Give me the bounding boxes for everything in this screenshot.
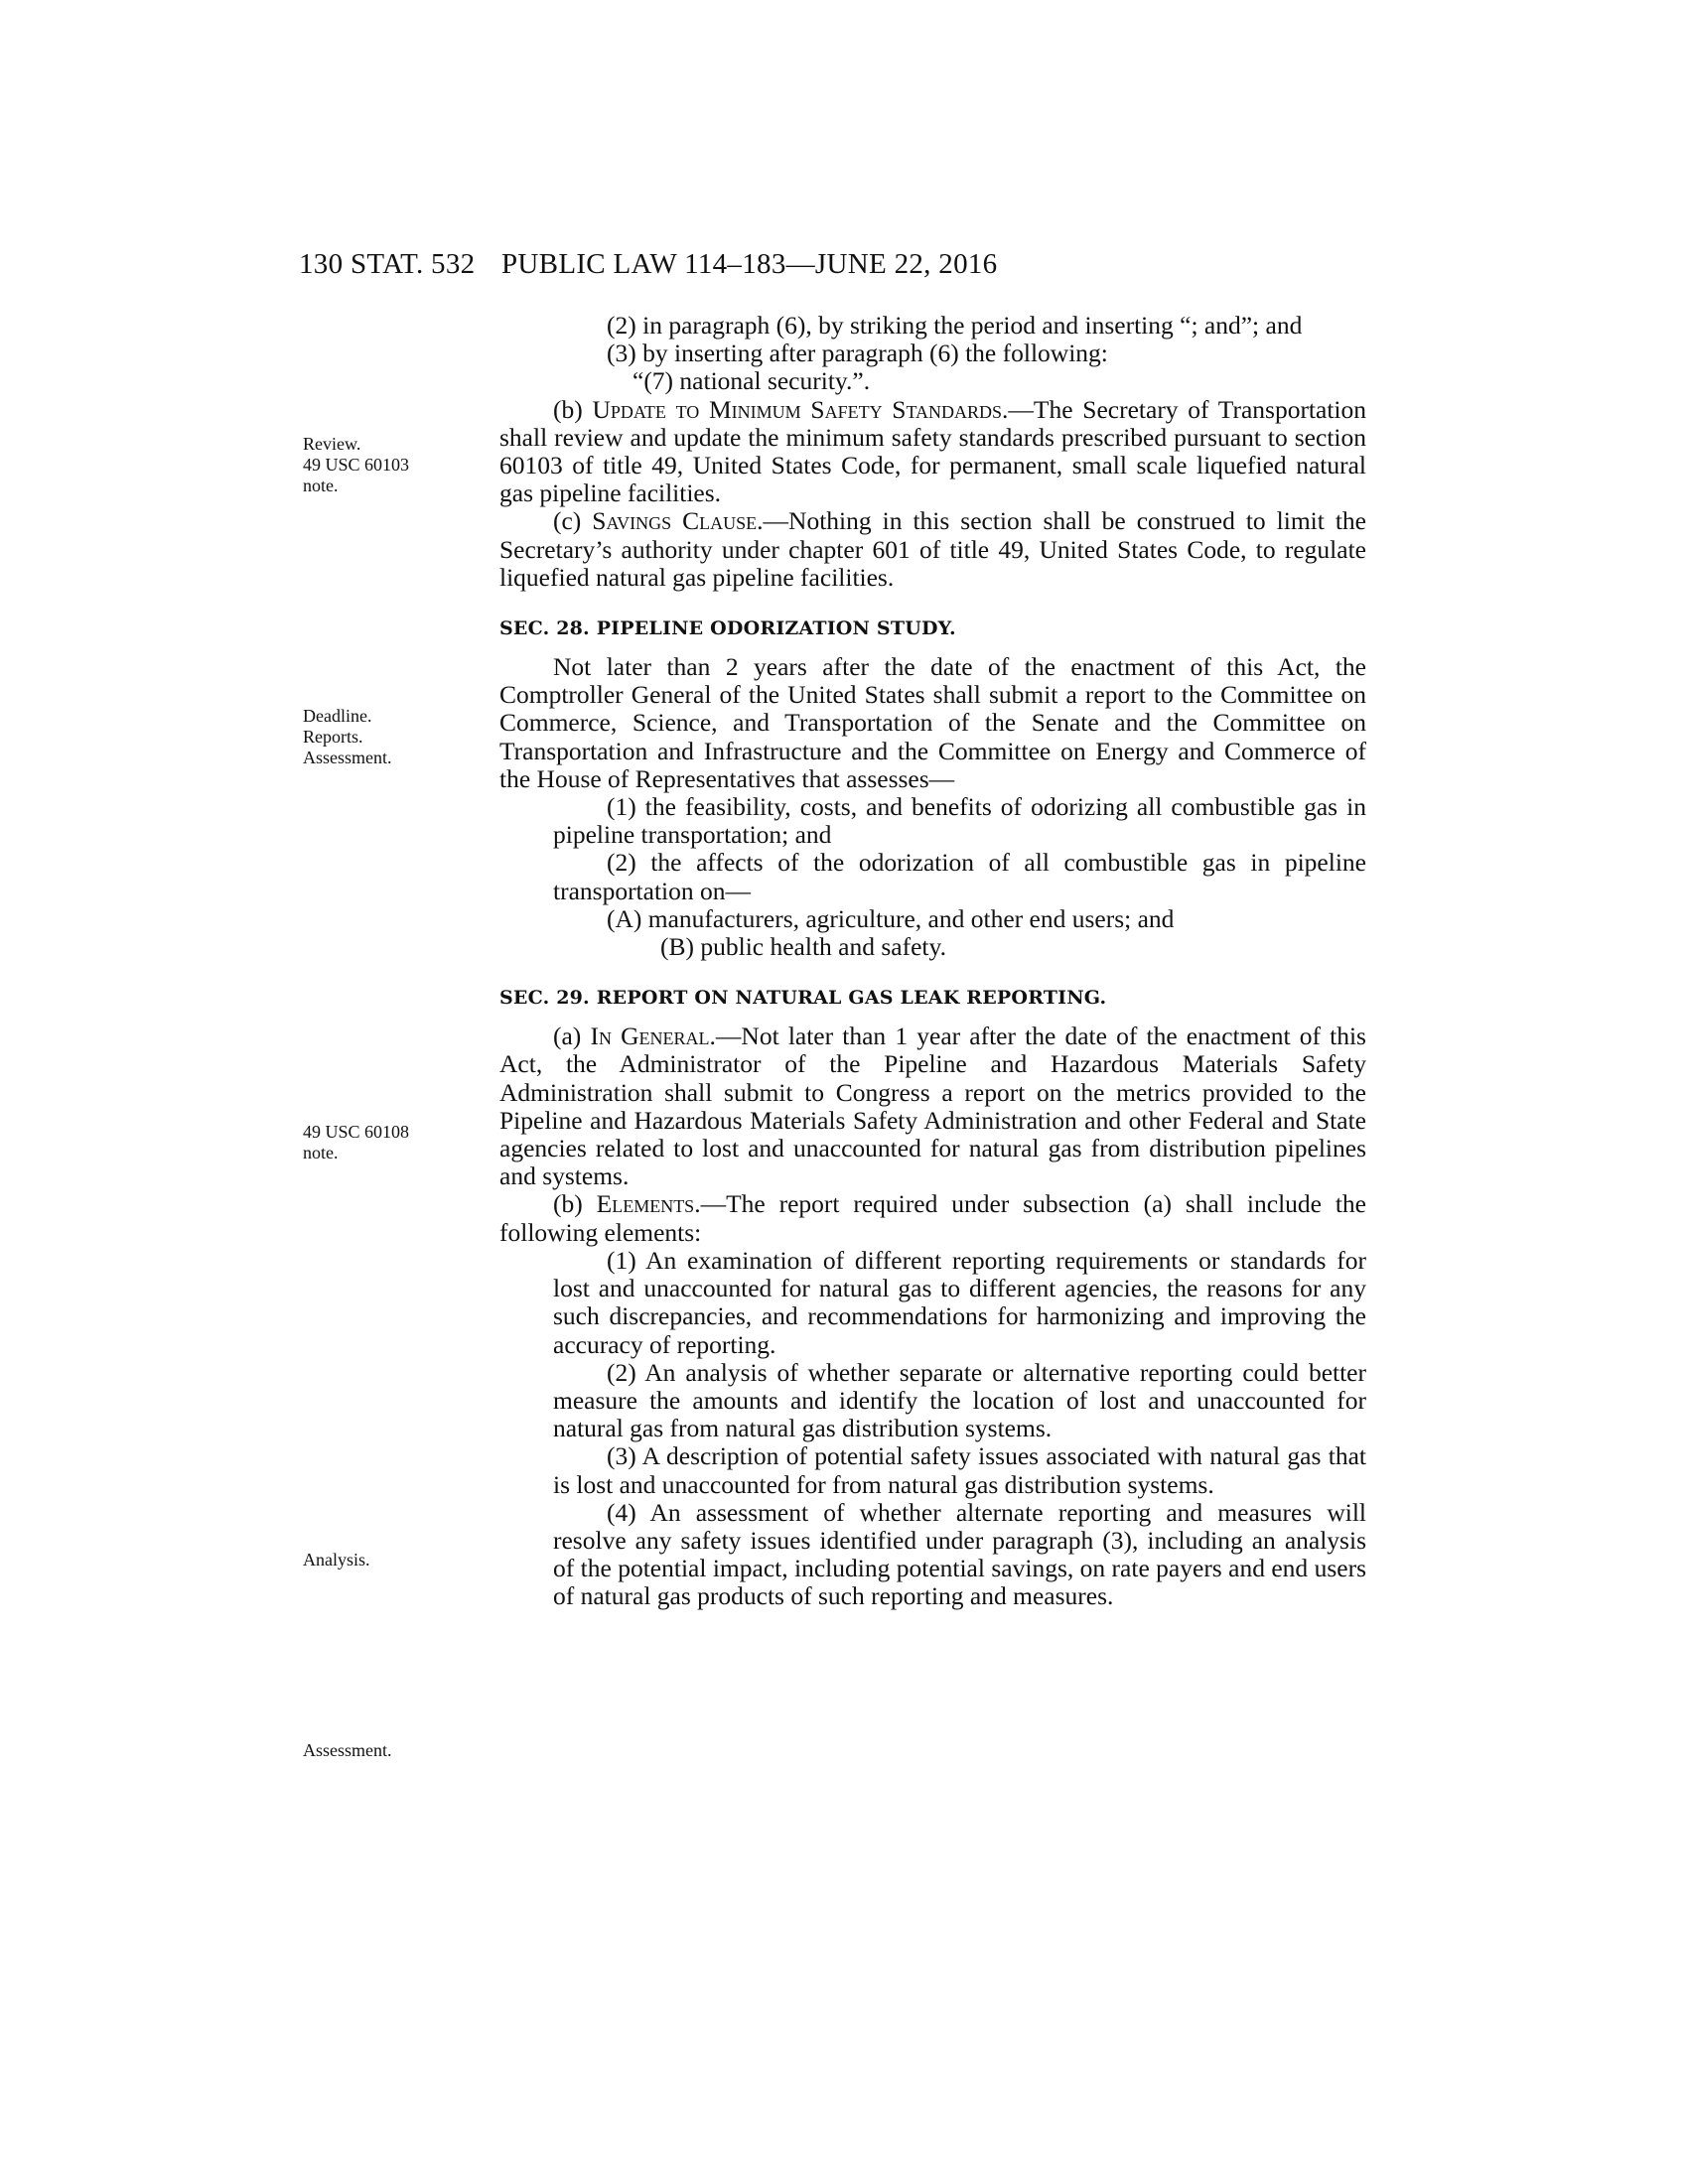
section-29-heading: SEC. 29. REPORT ON NATURAL GAS LEAK REPORTING.: [499, 987, 1107, 1010]
section-29-element-2: (2) An analysis of whether separate or alternative reporting could better measure the amounts and identify the location of lost and unaccounted for natural gas from natural gas distribution systems.: [553, 1357, 1366, 1443]
subsection-c-text: .—Nothing in this section shall be construed to limit the Secretary’s authority under chapter 601 of title 49, United States Code, to regulate liquefied natural gas pipeline facilities.: [499, 506, 1366, 592]
section-29-a-label: (a): [553, 1022, 591, 1051]
subsection-b-label: (b): [553, 394, 593, 424]
margin-note-line: Review.: [303, 434, 361, 454]
margin-note-line: note.: [303, 1143, 339, 1162]
paragraph-2: (2) in paragraph (6), by striking the period and inserting “; and”; and: [607, 311, 1303, 340]
section-28-item-2: (2) the affects of the odorization of all combustible gas in pipeline transportation on—: [553, 848, 1366, 905]
margin-note-line: Reports.: [303, 727, 363, 747]
section-29-a-text: .—Not later than 1 year after the date of the enactment of this Act, the Administrator of the Pipeline and Hazardous Materials Safety Administration shall submit to Congress a report on the metrics provided to the Pipeline and Hazardous Materials Safety Administration and other Federal and State agencies related to lost and unaccounted for natural gas from distribution pipelines and systems.: [499, 1022, 1366, 1191]
margin-note-line: 49 USC 60103: [303, 455, 410, 475]
subsection-b: [499, 396, 1366, 508]
section-29-a-heading: In General: [590, 1022, 710, 1051]
section-28-item-2A: (A) manufacturers, agriculture, and other end users; and: [607, 903, 1175, 933]
section-29-element-3: (3) A description of potential safety issues associated with natural gas that is lost and unaccounted for from natural gas distribution systems.: [553, 1441, 1366, 1499]
margin-note-line: note.: [303, 476, 339, 495]
margin-note-line: Assessment.: [303, 1740, 392, 1760]
subsection-c: [499, 507, 1366, 592]
margin-note-line: Deadline.: [303, 706, 372, 726]
paragraph-3: (3) by inserting after paragraph (6) the following:: [607, 339, 1108, 368]
section-29-b-label: (b): [553, 1189, 597, 1219]
margin-note-49usc60108: [303, 1122, 452, 1163]
subsection-c-heading: Savings Clause: [592, 506, 758, 536]
margin-note-line: Analysis.: [303, 1550, 370, 1570]
section-28-intro: Not later than 2 years after the date of the enactment of this Act, the Comptroller General of the United States shall submit a report to the Committee on Commerce, Science, and Transportation of the Senate and the Committee on Transportation and Infrastructure and the Committee on Energy and Commerce of the House of Representatives that assesses—: [499, 652, 1366, 793]
subsection-c-label: (c): [553, 506, 593, 536]
section-29-b-text: .—The report required under subsection (a) shall include the following elements:: [499, 1189, 1367, 1247]
section-28-item-2B: (B) public health and safety.: [660, 932, 946, 962]
margin-note-analysis: [303, 1550, 452, 1570]
margin-note-line: Assessment.: [303, 748, 392, 767]
section-29-element-1: (1) An examination of different reporting requirements or standards for lost and unaccounted for natural gas to different agencies, the reasons for any such discrepancies, and recommendations for harmonizing and improving the accuracy of reporting.: [553, 1245, 1366, 1359]
paragraph-7-quote: “(7) national security.”.: [633, 366, 871, 396]
section-29-b-heading: Elements: [596, 1189, 695, 1219]
margin-note-deadline: [303, 706, 452, 768]
section-29-element-4: (4) An assessment of whether alternate reporting and measures will resolve any safety issues identified under paragraph (3), including an analysis of the potential impact, including potential savings, on rate payers and end users of natural gas products of such reporting and measures.: [553, 1497, 1366, 1611]
section-29-subsection-b: [499, 1190, 1366, 1246]
statute-page-number: 130 STAT. 532: [299, 248, 476, 280]
section-29-subsection-a: [499, 1023, 1366, 1190]
subsection-b-text: .—The Secretary of Transportation shall review and update the minimum safety standards prescribed pursuant to section 60103 of title 49, United States Code, for permanent, small scale liquefied natural gas pipeline facilities.: [499, 394, 1367, 508]
margin-note-assessment: [303, 1740, 452, 1761]
margin-note-line: 49 USC 60108: [303, 1122, 410, 1142]
statute-body: [499, 312, 1366, 1611]
running-header-title: PUBLIC LAW 114–183—JUNE 22, 2016: [501, 248, 998, 280]
subsection-b-heading: Update to Minimum Safety Standards: [592, 394, 1003, 424]
section-28-heading: SEC. 28. PIPELINE ODORIZATION STUDY.: [499, 617, 956, 640]
margin-note-review: [303, 434, 452, 496]
section-28-item-1: (1) the feasibility, costs, and benefits of odorizing all combustible gas in pipeline transportation; and: [553, 792, 1366, 850]
